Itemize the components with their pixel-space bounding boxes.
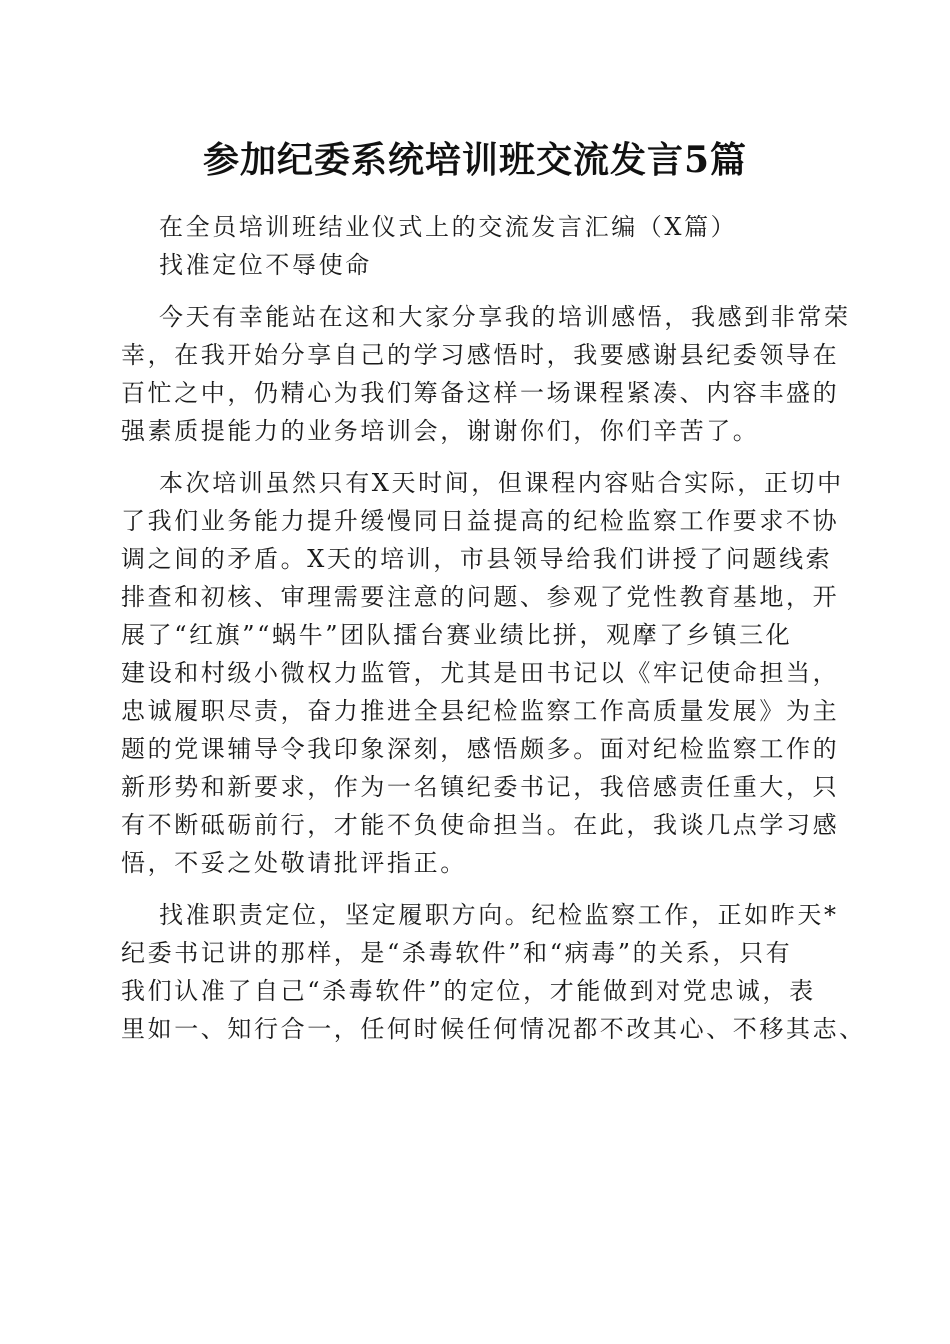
section-heading: 找准定位不辱使命 [159, 251, 372, 279]
paragraph-line: 里如一、知行合一，任何时候任何情况都不改其心、不移其志、 [121, 1015, 866, 1043]
paragraph-line: 百忙之中，仍精心为我们筹备这样一场课程紧凑、内容丰盛的 [121, 379, 840, 407]
paragraph-line: 本次培训虽然只有X天时间，但课程内容贴合实际，正切中 [159, 469, 844, 497]
paragraph-line: 了我们业务能力提升缓慢同日益提高的纪检监察工作要求不协 [121, 507, 840, 535]
paragraph-3 [121, 896, 866, 1048]
paragraph-1 [121, 298, 851, 450]
document-body [121, 208, 866, 1048]
paragraph-line: 题的党课辅导令我印象深刻，感悟颇多。面对纪检监察工作的 [121, 735, 840, 763]
paragraph-line: 新形势和新要求，作为一名镇纪委书记，我倍感责任重大，只 [121, 773, 840, 801]
paragraph-line: 建设和村级小微权力监管，尤其是田书记以《牢记使命担当， [121, 659, 840, 687]
paragraph-line: 排查和初核、审理需要注意的问题、参观了党性教育基地，开 [121, 583, 840, 611]
paragraph-line: 展了“红旗”“蜗牛”团队擂台赛业绩比拼，观摩了乡镇三化 [121, 621, 793, 649]
paragraph-line: 忠诚履职尽责，奋力推进全县纪检监察工作高质量发展》为主 [121, 697, 840, 725]
paragraph-line: 纪委书记讲的那样，是“杀毒软件”和“病毒”的关系，只有 [121, 939, 793, 967]
paragraph-line: 幸，在我开始分享自己的学习感悟时，我要感谢县纪委领导在 [121, 341, 840, 369]
document-title: 参加纪委系统培训班交流发言5篇 [202, 139, 748, 181]
paragraph-line: 找准职责定位，坚定履职方向。纪检监察工作，正如昨天* [159, 901, 839, 929]
paragraph-2 [121, 464, 844, 882]
paragraph-line: 今天有幸能站在这和大家分享我的培训感悟，我感到非常荣 [159, 303, 851, 331]
paragraph-line: 有不断砥砺前行，才能不负使命担当。在此，我谈几点学习感 [121, 811, 840, 839]
paragraph-line: 我们认准了自己“杀毒软件”的定位，才能做到对党忠诚，表 [121, 977, 816, 1005]
paragraph-line: 强素质提能力的业务培训会，谢谢你们，你们辛苦了。 [121, 417, 760, 445]
paragraph-line: 调之间的矛盾。X天的培训，市县领导给我们讲授了问题线索 [121, 545, 833, 573]
document-subtitle: 在全员培训班结业仪式上的交流发言汇编（X篇） [159, 213, 738, 241]
paragraph-line: 悟，不妥之处敬请批评指正。 [121, 849, 467, 877]
